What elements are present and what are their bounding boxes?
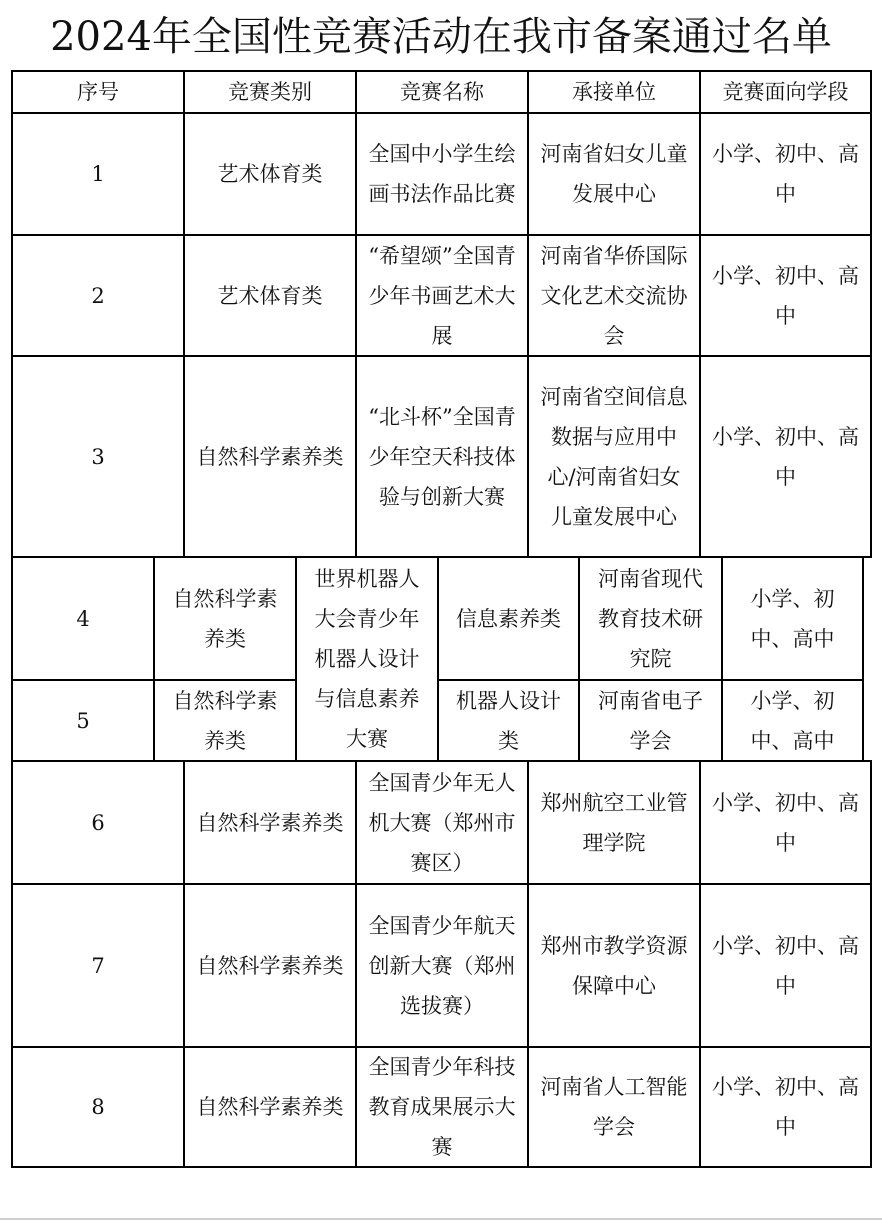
table-row-1-index: 1 [11, 112, 185, 236]
table-row-6-index: 6 [11, 760, 185, 885]
table-row-2-index: 2 [11, 234, 185, 357]
table-row-6-name: 全国青少年无人机大赛（郑州市赛区） [355, 760, 529, 885]
header-category: 竞赛类别 [183, 70, 357, 114]
table-row-3-index: 3 [11, 355, 185, 558]
table-row-3-name: “北斗杯”全国青少年空天科技体验与创新大赛 [355, 355, 529, 558]
table-row-4-track: 信息素养类 [437, 556, 580, 681]
table-row-7-name: 全国青少年航天创新大赛（郑州选拔赛） [355, 883, 529, 1048]
table-row-1-level: 小学、初中、高中 [699, 112, 872, 236]
table-row-7-level: 小学、初中、高中 [699, 883, 872, 1048]
table-row-8-name: 全国青少年科技教育成果展示大赛 [355, 1046, 529, 1168]
header-organizer: 承接单位 [527, 70, 701, 114]
table-row-7-category: 自然科学素养类 [183, 883, 357, 1048]
table-row-5-category: 自然科学素养类 [153, 679, 297, 762]
table-row-2-organizer: 河南省华侨国际文化艺术交流协会 [527, 234, 701, 357]
table-row-4-category: 自然科学素养类 [153, 556, 297, 681]
table-row-6-organizer: 郑州航空工业管理学院 [527, 760, 701, 885]
table-row-7-index: 7 [11, 883, 185, 1048]
table-row-4-level: 小学、初中、高中 [721, 556, 864, 681]
table-row-8-category: 自然科学素养类 [183, 1046, 357, 1168]
table-row-2-name: “希望颂”全国青少年书画艺术大展 [355, 234, 529, 357]
table-row-2-category: 艺术体育类 [183, 234, 357, 357]
table-row-3-level: 小学、初中、高中 [699, 355, 872, 558]
table-row-7-organizer: 郑州市教学资源保障中心 [527, 883, 701, 1048]
table-row-5-track: 机器人设计类 [437, 679, 580, 762]
table-row-3-category: 自然科学素养类 [183, 355, 357, 558]
table-row-4-organizer: 河南省现代教育技术研究院 [578, 556, 723, 681]
table-row-6-category: 自然科学素养类 [183, 760, 357, 885]
table-row-5-level: 小学、初中、高中 [721, 679, 864, 762]
table-row-6-level: 小学、初中、高中 [699, 760, 872, 885]
table-row-1-organizer: 河南省妇女儿童发展中心 [527, 112, 701, 236]
table-row-5-organizer: 河南省电子学会 [578, 679, 723, 762]
page-title: 2024年全国性竞赛活动在我市备案通过名单 [50, 14, 832, 60]
table-row-1-name: 全国中小学生绘画书法作品比赛 [355, 112, 529, 236]
table-row-8-index: 8 [11, 1046, 185, 1168]
header-name: 竞赛名称 [355, 70, 529, 114]
header-index: 序号 [11, 70, 185, 114]
header-level: 竞赛面向学段 [699, 70, 872, 114]
table-row-2-level: 小学、初中、高中 [699, 234, 872, 357]
table-row-8-level: 小学、初中、高中 [699, 1046, 872, 1168]
page-bottom-divider [0, 1218, 882, 1220]
table-row-5-index: 5 [11, 679, 155, 762]
table-row-3-organizer: 河南省空间信息数据与应用中心/河南省妇女儿童发展中心 [527, 355, 701, 558]
table-row-1-category: 艺术体育类 [183, 112, 357, 236]
table-row-4-5-name: 世界机器人大会青少年机器人设计与信息素养大赛 [295, 556, 439, 762]
table-row-4-index: 4 [11, 556, 155, 681]
table-row-8-organizer: 河南省人工智能学会 [527, 1046, 701, 1168]
